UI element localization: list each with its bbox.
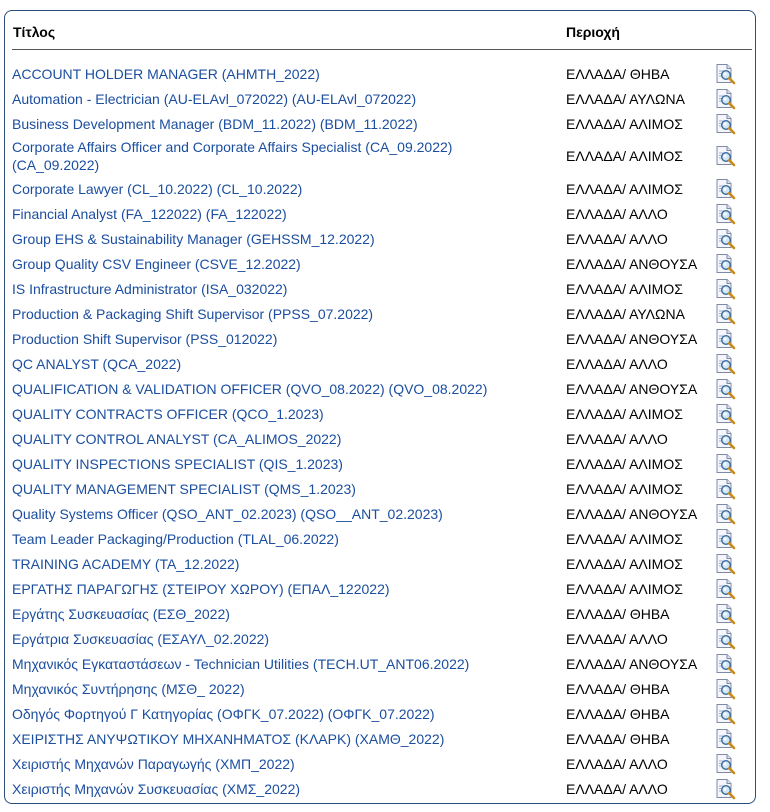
- table-row: [5, 701, 755, 726]
- job-region: ΕΛΛΑΔΑ/ ΑΛΙΜΟΣ: [566, 115, 683, 132]
- job-region: ΕΛΛΑΔΑ/ ΑΛΙΜΟΣ: [566, 480, 683, 497]
- magnifier-document-icon[interactable]: [714, 753, 736, 775]
- magnifier-document-icon[interactable]: [714, 63, 736, 85]
- job-region: ΕΛΛΑΔΑ/ ΑΛΙΜΟΣ: [566, 405, 683, 422]
- table-row: [5, 551, 755, 576]
- job-title-link[interactable]: QUALITY MANAGEMENT SPECIALIST (QMS_1.2023): [12, 480, 356, 497]
- job-region: ΕΛΛΑΔΑ/ ΑΝΘΟΥΣΑ: [566, 330, 698, 347]
- job-title-link[interactable]: Χειριστής Μηχανών Παραγωγής (ΧΜΠ_2022): [12, 755, 295, 772]
- magnifier-document-icon[interactable]: [714, 678, 736, 700]
- table-row: [5, 726, 755, 751]
- job-title-link[interactable]: Production Shift Supervisor (PSS_012022): [12, 330, 278, 347]
- job-title-link[interactable]: Business Development Manager (BDM_11.2022) (BDM_11.2022): [12, 115, 418, 132]
- job-title-link[interactable]: Financial Analyst (FA_122022) (FA_122022): [12, 205, 287, 222]
- magnifier-document-icon[interactable]: [714, 145, 736, 167]
- jobs-list: [5, 61, 755, 801]
- job-title-link[interactable]: Group EHS & Sustainability Manager (GEHSSM_12.2022): [12, 230, 375, 247]
- magnifier-document-icon[interactable]: [714, 778, 736, 800]
- job-title-link[interactable]: ΧΕΙΡΙΣΤΗΣ ΑΝΥΨΩΤΙΚΟΥ ΜΗΧΑΝΗΜΑΤΟΣ (ΚΛΑΡΚ) (ΧΑΜΘ_2022): [12, 730, 445, 747]
- table-row: [5, 501, 755, 526]
- table-row: [5, 626, 755, 651]
- magnifier-document-icon[interactable]: [714, 603, 736, 625]
- magnifier-document-icon[interactable]: [714, 578, 736, 600]
- job-title-link[interactable]: QUALIFICATION & VALIDATION OFFICER (QVO_08.2022) (QVO_08.2022): [12, 380, 488, 397]
- table-row: [5, 376, 755, 401]
- job-title-link[interactable]: Group Quality CSV Engineer (CSVE_12.2022): [12, 255, 301, 272]
- magnifier-document-icon[interactable]: [714, 453, 736, 475]
- magnifier-document-icon[interactable]: [714, 553, 736, 575]
- table-row: [5, 601, 755, 626]
- job-title-link[interactable]: TRAINING ACADEMY (TA_12.2022): [12, 555, 240, 572]
- job-title-link[interactable]: Μηχανικός Εγκαταστάσεων - Technician Utilities (TECH.UT_ANT06.2022): [12, 655, 470, 672]
- table-row: [5, 251, 755, 276]
- magnifier-document-icon[interactable]: [714, 703, 736, 725]
- job-title-link[interactable]: Εργάτης Συσκευασίας (ΕΣΘ_2022): [12, 605, 230, 622]
- magnifier-document-icon[interactable]: [714, 328, 736, 350]
- table-row: [5, 651, 755, 676]
- magnifier-document-icon[interactable]: [714, 203, 736, 225]
- table-row: [5, 201, 755, 226]
- table-row: [5, 476, 755, 501]
- table-row: [5, 426, 755, 451]
- magnifier-document-icon[interactable]: [714, 503, 736, 525]
- job-title-link[interactable]: Εργάτρια Συσκευασίας (ΕΣΑΥΛ_02.2022): [12, 630, 270, 647]
- job-region: ΕΛΛΑΔΑ/ ΑΛΛΟ: [566, 430, 668, 447]
- job-title-link[interactable]: Corporate Affairs Officer and Corporate Affairs Specialist (CA_09.2022) (CA_09.2022): [12, 139, 453, 173]
- table-row: [5, 401, 755, 426]
- magnifier-document-icon[interactable]: [714, 528, 736, 550]
- job-title-link[interactable]: Team Leader Packaging/Production (TLAL_06.2022): [12, 530, 339, 547]
- column-header-title: Τίτλος: [13, 24, 56, 40]
- magnifier-document-icon[interactable]: [714, 253, 736, 275]
- table-row: [5, 776, 755, 801]
- magnifier-document-icon[interactable]: [714, 628, 736, 650]
- table-row: [5, 326, 755, 351]
- jobs-panel: [4, 10, 756, 804]
- job-region: ΕΛΛΑΔΑ/ ΑΛΙΜΟΣ: [566, 280, 683, 297]
- job-title-link[interactable]: QUALITY INSPECTIONS SPECIALIST (QIS_1.2023): [12, 455, 343, 472]
- table-row: [5, 576, 755, 601]
- job-region: ΕΛΛΑΔΑ/ ΑΛΙΜΟΣ: [566, 555, 683, 572]
- magnifier-document-icon[interactable]: [714, 478, 736, 500]
- job-region: ΕΛΛΑΔΑ/ ΑΛΛΟ: [566, 780, 668, 797]
- job-region: ΕΛΛΑΔΑ/ ΑΛΛΟ: [566, 355, 668, 372]
- table-row: [5, 351, 755, 376]
- job-title-link[interactable]: Quality Systems Officer (QSO_ANT_02.2023) (QSO__ANT_02.2023): [12, 505, 443, 522]
- column-header-region: Περιοχή: [566, 24, 620, 40]
- table-row: [5, 111, 755, 136]
- job-region: ΕΛΛΑΔΑ/ ΑΛΙΜΟΣ: [566, 180, 683, 197]
- job-region: ΕΛΛΑΔΑ/ ΑΝΘΟΥΣΑ: [566, 255, 698, 272]
- table-row: [5, 451, 755, 476]
- job-title-link[interactable]: Production & Packaging Shift Supervisor (PPSS_07.2022): [12, 305, 374, 322]
- job-region: ΕΛΛΑΔΑ/ ΘΗΒΑ: [566, 680, 670, 697]
- job-region: ΕΛΛΑΔΑ/ ΑΛΛΟ: [566, 755, 668, 772]
- job-region: ΕΛΛΑΔΑ/ ΑΝΘΟΥΣΑ: [566, 655, 698, 672]
- magnifier-document-icon[interactable]: [714, 88, 736, 110]
- job-title-link[interactable]: QC ANALYST (QCA_2022): [12, 355, 182, 372]
- job-region: ΕΛΛΑΔΑ/ ΑΛΙΜΟΣ: [566, 148, 683, 164]
- job-region: ΕΛΛΑΔΑ/ ΑΝΘΟΥΣΑ: [566, 505, 698, 522]
- job-region: ΕΛΛΑΔΑ/ ΑΛΙΜΟΣ: [566, 530, 683, 547]
- magnifier-document-icon[interactable]: [714, 653, 736, 675]
- job-region: ΕΛΛΑΔΑ/ ΑΛΛΟ: [566, 630, 668, 647]
- job-title-link[interactable]: Οδηγός Φορτηγού Γ Κατηγορίας (ΟΦΓΚ_07.2022) (ΟΦΓΚ_07.2022): [12, 705, 435, 722]
- table-row: [5, 751, 755, 776]
- job-region: ΕΛΛΑΔΑ/ ΑΥΛΩΝΑ: [566, 90, 685, 107]
- job-title-link[interactable]: Automation - Electrician (AU-ELAvl_072022) (AU-ELAvl_072022): [12, 90, 417, 107]
- job-region: ΕΛΛΑΔΑ/ ΑΛΛΟ: [566, 205, 668, 222]
- job-region: ΕΛΛΑΔΑ/ ΑΝΘΟΥΣΑ: [566, 380, 698, 397]
- magnifier-document-icon[interactable]: [714, 728, 736, 750]
- job-title-link[interactable]: Μηχανικός Συντήρησης (ΜΣΘ_ 2022): [12, 680, 245, 697]
- magnifier-document-icon[interactable]: [714, 278, 736, 300]
- job-title-link[interactable]: Corporate Lawyer (CL_10.2022) (CL_10.2022): [12, 180, 303, 197]
- job-region: ΕΛΛΑΔΑ/ ΑΥΛΩΝΑ: [566, 305, 685, 322]
- job-title-link[interactable]: QUALITY CONTROL ANALYST (CA_ALIMOS_2022): [12, 430, 342, 447]
- job-region: ΕΛΛΑΔΑ/ ΘΗΒΑ: [566, 605, 670, 622]
- job-region: ΕΛΛΑΔΑ/ ΑΛΙΜΟΣ: [566, 455, 683, 472]
- magnifier-document-icon[interactable]: [714, 303, 736, 325]
- job-region: ΕΛΛΑΔΑ/ ΘΗΒΑ: [566, 65, 670, 82]
- table-row: [5, 136, 755, 176]
- magnifier-document-icon[interactable]: [714, 228, 736, 250]
- table-row: [5, 61, 755, 86]
- table-header: [12, 17, 752, 50]
- table-row: [5, 301, 755, 326]
- magnifier-document-icon[interactable]: [714, 428, 736, 450]
- job-title-link[interactable]: IS Infrastructure Administrator (ISA_032022): [12, 280, 288, 297]
- table-row: [5, 176, 755, 201]
- table-row: [5, 526, 755, 551]
- table-row: [5, 86, 755, 111]
- magnifier-document-icon[interactable]: [714, 178, 736, 200]
- job-title-link[interactable]: Χειριστής Μηχανών Συσκευασίας (ΧΜΣ_2022): [12, 780, 301, 797]
- job-title-link[interactable]: ΕΡΓΑΤΗΣ ΠΑΡΑΓΩΓΗΣ (ΣΤΕΙΡΟΥ ΧΩΡΟΥ) (ΕΠΑΛ_122022): [12, 580, 390, 597]
- magnifier-document-icon[interactable]: [714, 403, 736, 425]
- magnifier-document-icon[interactable]: [714, 378, 736, 400]
- job-region: ΕΛΛΑΔΑ/ ΘΗΒΑ: [566, 730, 670, 747]
- job-title-link[interactable]: ACCOUNT HOLDER MANAGER (AHMTH_2022): [12, 65, 320, 82]
- job-title-link[interactable]: QUALITY CONTRACTS OFFICER (QCO_1.2023): [12, 405, 324, 422]
- job-region: ΕΛΛΑΔΑ/ ΘΗΒΑ: [566, 705, 670, 722]
- magnifier-document-icon[interactable]: [714, 353, 736, 375]
- table-row: [5, 226, 755, 251]
- job-region: ΕΛΛΑΔΑ/ ΑΛΙΜΟΣ: [566, 580, 683, 597]
- magnifier-document-icon[interactable]: [714, 113, 736, 135]
- table-row: [5, 676, 755, 701]
- table-row: [5, 276, 755, 301]
- job-region: ΕΛΛΑΔΑ/ ΑΛΛΟ: [566, 230, 668, 247]
